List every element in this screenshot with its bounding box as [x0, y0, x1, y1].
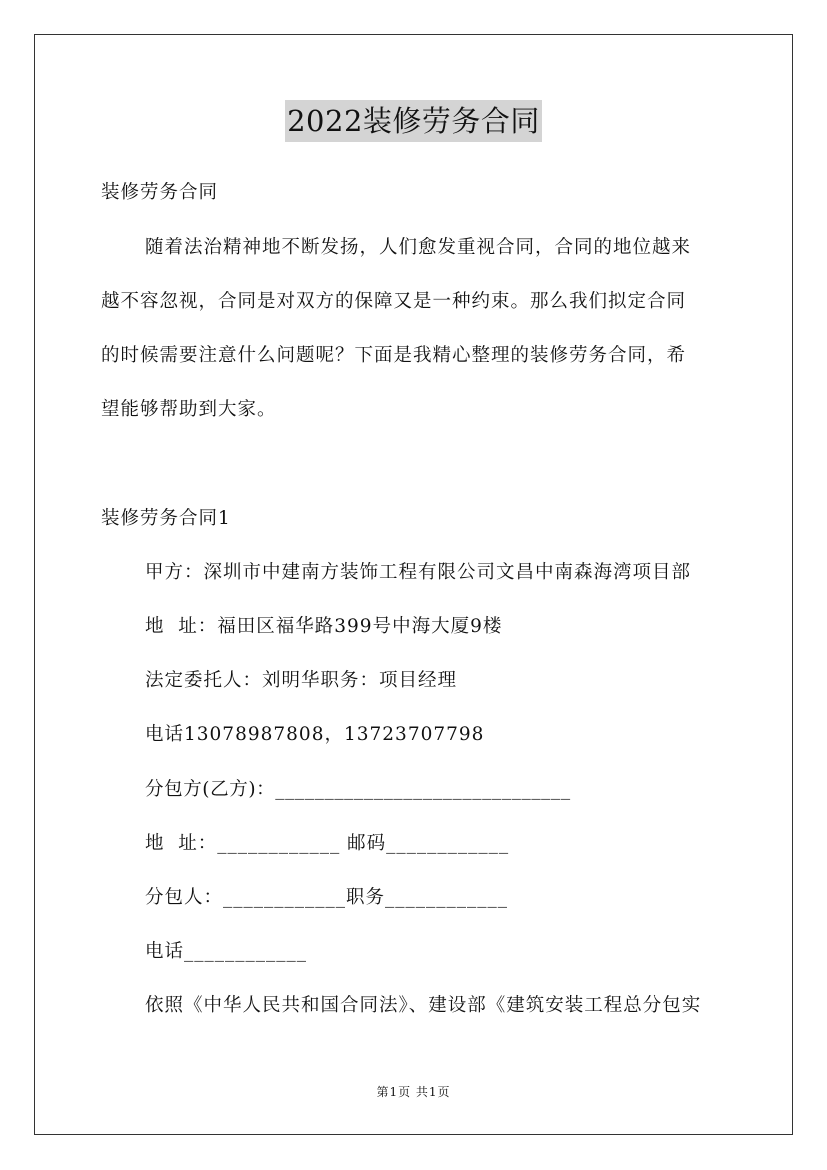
address-a: 地 址：福田区福华路399号中海大厦9楼 [145, 616, 503, 637]
title-container [0, 100, 827, 142]
phone-a: 电话13078987808，13723707798 [145, 724, 485, 745]
subcontractor: 分包方(乙方)：______________________________ [145, 779, 571, 800]
representative: 法定委托人：刘明华职务：项目经理 [145, 670, 458, 691]
contract-basis: 依照《中华人民共和国合同法》、建设部《建筑安装工程总分包实 [145, 995, 702, 1016]
document-title: 2022装修劳务合同 [285, 100, 542, 142]
intro-line-1: 随着法治精神地不断发扬，人们愈发重视合同，合同的地位越来 [145, 237, 692, 258]
document-subtitle: 装修劳务合同 [101, 182, 219, 203]
address-b: 地 址：____________ 邮码____________ [145, 833, 510, 854]
party-a: 甲方：深圳市中建南方装饰工程有限公司文昌中南森海湾项目部 [145, 562, 692, 583]
intro-line-4: 望能够帮助到大家。 [101, 399, 277, 420]
page-footer: 第1页 共1页 [376, 1085, 451, 1099]
intro-line-3: 的时候需要注意什么问题呢？下面是我精心整理的装修劳务合同，希 [101, 345, 687, 366]
phone-b: 电话____________ [145, 941, 308, 962]
intro-line-2: 越不容忽视，合同是对双方的保障又是一种约束。那么我们拟定合同 [101, 291, 687, 312]
section-heading: 装修劳务合同1 [101, 508, 231, 529]
subcontract-person: 分包人：____________职务____________ [145, 887, 509, 908]
